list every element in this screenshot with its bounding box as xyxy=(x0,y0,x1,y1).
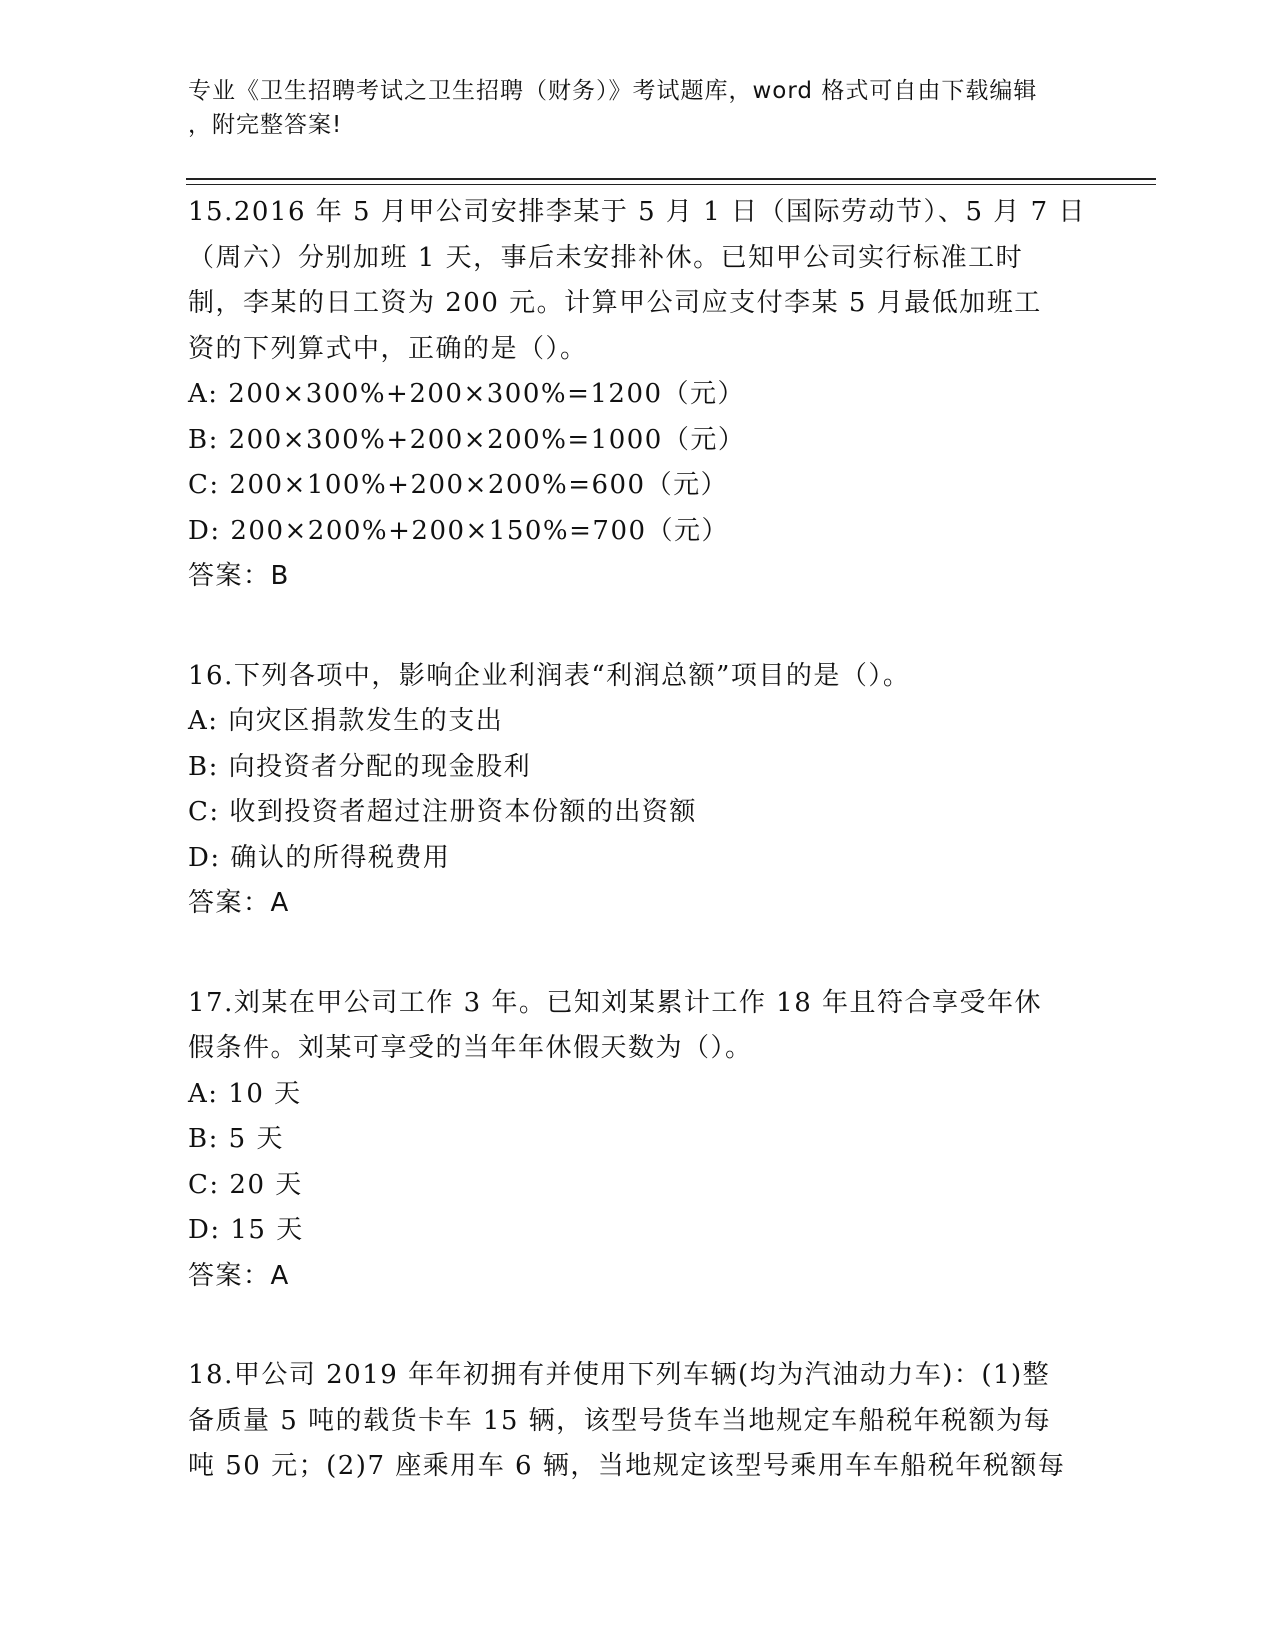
question-text-line: （周六）分别加班 1 天，事后未安排补休。已知甲公司实行标准工时 xyxy=(188,242,1024,273)
header-line-2: ，附完整答案! xyxy=(188,112,343,138)
option-b: B: 5 天 xyxy=(188,1124,284,1154)
option-b: B: 向投资者分配的现金股利 xyxy=(188,751,532,782)
question-text-line: 15.2016 年 5 月甲公司安排李某于 5 月 1 日（国际劳动节）、5 月 7 日 xyxy=(188,197,1086,227)
answer: 答案：A xyxy=(188,1260,290,1291)
spacer xyxy=(188,1307,1088,1353)
question-18 xyxy=(188,1353,1088,1490)
question-text-line: 18.甲公司 2019 年年初拥有并使用下列车辆(均为汽油动力车)：(1)整 xyxy=(188,1360,1051,1390)
option-c: C: 200×100%+200×200%=600（元） xyxy=(188,470,729,500)
question-text-line: 16.下列各项中，影响企业利润表“利润总额”项目的是（）。 xyxy=(188,660,911,691)
header-line-1: 专业《卫生招聘考试之卫生招聘（财务）》考试题库，word 格式可自由下载编辑 xyxy=(188,78,1038,104)
question-text-line: 吨 50 元；(2)7 座乘用车 6 辆，当地规定该型号乘用车车船税年税额每 xyxy=(188,1451,1066,1481)
question-text-line: 假条件。刘某可享受的当年年休假天数为（）。 xyxy=(188,1033,753,1063)
question-text-line: 备质量 5 吨的载货卡车 15 辆，该型号货车当地规定车船税年税额为每 xyxy=(188,1405,1052,1436)
option-a: A: 向灾区捐款发生的支出 xyxy=(188,706,504,736)
document-header xyxy=(188,74,1088,142)
option-d: D: 确认的所得税费用 xyxy=(188,842,451,873)
question-text-line: 制，李某的日工资为 200 元。计算甲公司应支付李某 5 月最低加班工 xyxy=(188,288,1042,318)
header-divider-thin xyxy=(186,184,1156,185)
question-16 xyxy=(188,654,1088,927)
option-c: C: 收到投资者超过注册资本份额的出资额 xyxy=(188,797,697,827)
option-d: D: 200×200%+200×150%=700（元） xyxy=(188,515,730,546)
option-a: A: 10 天 xyxy=(188,1078,302,1109)
question-17 xyxy=(188,981,1088,1300)
question-text-line: 资的下列算式中，正确的是（）。 xyxy=(188,333,588,364)
question-text-line: 17.刘某在甲公司工作 3 年。已知刘某累计工作 18 年且符合享受年休 xyxy=(188,987,1043,1018)
spacer xyxy=(188,608,1088,654)
option-a: A: 200×300%+200×300%=1200（元） xyxy=(188,379,746,409)
answer: 答案：B xyxy=(188,561,290,591)
answer: 答案：A xyxy=(188,888,290,918)
question-list xyxy=(188,190,1088,1498)
question-15 xyxy=(188,190,1088,600)
spacer xyxy=(188,935,1088,981)
option-b: B: 200×300%+200×200%=1000（元） xyxy=(188,424,746,455)
header-divider-thick xyxy=(186,178,1156,180)
option-d: D: 15 天 xyxy=(188,1215,304,1245)
option-c: C: 20 天 xyxy=(188,1169,303,1200)
